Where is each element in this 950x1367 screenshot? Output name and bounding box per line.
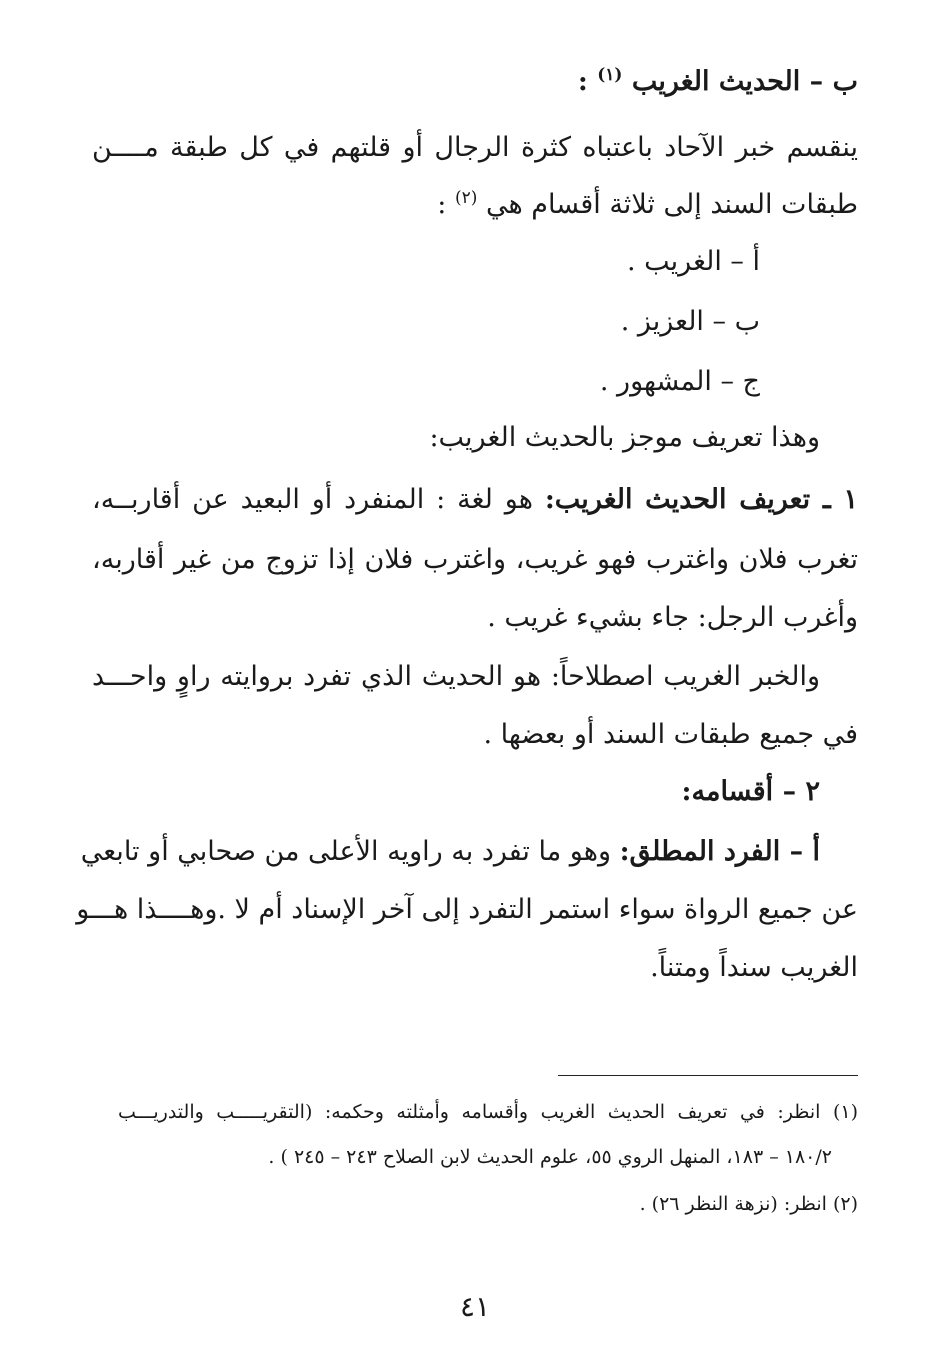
section2a-line-1	[80, 832, 820, 872]
section2a-line-2: عن جميع الرواة سواء استمر التفرد إلى آخر الإسناد أم لا .وهــــذا هـــو	[76, 894, 858, 925]
list-item: أ – الغريب .	[626, 246, 760, 277]
section1-line-3: وأغرب الرجل: جاء بشيء غريب .	[487, 602, 858, 633]
section2-heading: ٢ – أقسامه:	[681, 776, 820, 807]
footnote-divider	[558, 1075, 858, 1076]
heading-tail: :	[577, 66, 598, 97]
section2a-line-1-rest: وهو ما تفرد به راويه الأعلى من صحابي أو تابعي	[80, 836, 620, 867]
section1-line-1-rest: هو لغة : المنفرد أو البعيد عن أقاربــه،	[92, 484, 545, 515]
intro-line-2-tail: :	[437, 189, 455, 220]
footnote-ref: (٢)	[454, 188, 478, 208]
footnote-2: (٢) انظر: (نزهة النظر ٢٦) .	[639, 1193, 858, 1215]
summary-line: وهذا تعريف موجز بالحديث الغريب:	[429, 422, 820, 453]
intro-line-2-text: طبقات السند إلى ثلاثة أقسام هي	[485, 189, 858, 220]
intro-line-1: ينقسم خبر الآحاد باعتباه كثرة الرجال أو قلتهم في كل طبقة مــــن	[92, 132, 858, 163]
section1-label: ١ ـ تعريف الحديث الغريب:	[544, 484, 858, 515]
section1-line-1	[92, 480, 858, 520]
section2a-label: أ – الفرد المطلق:	[619, 836, 820, 867]
list-item: ب – العزيز .	[620, 306, 760, 337]
page-number: ٤١	[459, 1290, 491, 1323]
footnote-ref: (١)	[597, 65, 623, 85]
definition-line-1: والخبر الغريب اصطلاحاً: هو الحديث الذي تفرد بروايته راوٍ واحـــد	[92, 661, 820, 692]
list-item: ج – المشهور .	[599, 366, 760, 397]
heading-label: ب – الحديث الغريب	[631, 66, 858, 97]
footnote-1-line-1: (١) انظر: في تعريف الحديث الغريب وأقسامه وأمثلته وحكمه: (التقريـــــب والتدريـــب	[118, 1101, 858, 1123]
section2a-line-3: الغريب سنداً ومتناً.	[650, 952, 858, 983]
intro-line-2	[92, 185, 858, 225]
definition-line-2: في جميع طبقات السند أو بعضها .	[483, 719, 858, 750]
section1-line-2: تغرب فلان واغترب فهو غريب، واغترب فلان إذا تزوج من غير أقاربه،	[92, 544, 858, 575]
section-heading	[92, 62, 858, 102]
footnote-1-line-2: ١٨٠/٢ – ١٨٣، المنهل الروي ٥٥، علوم الحديث لابن الصلاح ٢٤٣ – ٢٤٥ ) .	[268, 1146, 832, 1168]
